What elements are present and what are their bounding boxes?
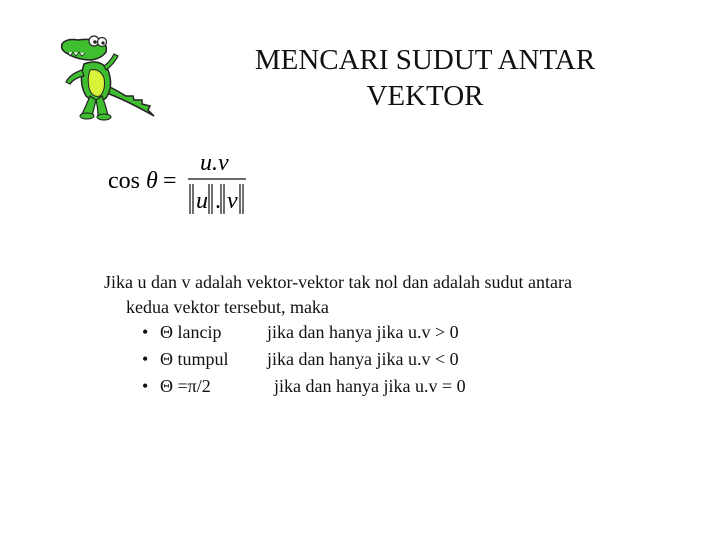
formula-denominator-u: u	[196, 188, 208, 214]
list-item	[104, 320, 664, 347]
condition-label: Θ lancip	[160, 322, 222, 342]
list-item	[104, 374, 664, 401]
bullet: •	[142, 322, 149, 342]
intro-line-1: Jika u dan v adalah vektor-vektor tak nol dan adalah sudut antara	[104, 272, 572, 292]
condition-label: Θ =π/2	[160, 376, 211, 396]
formula-equals: =	[163, 168, 177, 194]
crocodile-mascot-icon	[56, 30, 156, 122]
list-item	[104, 347, 664, 374]
condition-list	[104, 320, 664, 401]
formula-denominator-dot: .	[215, 188, 221, 214]
slide-body	[104, 270, 664, 401]
bullet: •	[142, 349, 149, 369]
page-title	[230, 42, 620, 114]
condition-label: Θ tumpul	[160, 349, 229, 369]
intro-paragraph	[104, 270, 664, 320]
formula-numerator: u.v	[200, 150, 229, 176]
intro-line-2: kedua vektor tersebut, maka	[126, 297, 329, 317]
formula-angle-symbol: θ	[146, 168, 158, 194]
cosine-angle-formula	[106, 150, 256, 220]
formula-cos: cos	[108, 168, 140, 194]
title-line-1: MENCARI SUDUT ANTAR	[254, 44, 596, 76]
bullet: •	[142, 376, 149, 396]
condition-rule: jika dan hanya jika u.v < 0	[267, 349, 459, 369]
condition-rule: jika dan hanya jika u.v = 0	[274, 376, 466, 396]
title-line-2: VEKTOR	[366, 80, 484, 112]
formula-denominator-v: v	[227, 188, 238, 214]
condition-rule: jika dan hanya jika u.v > 0	[267, 322, 459, 342]
